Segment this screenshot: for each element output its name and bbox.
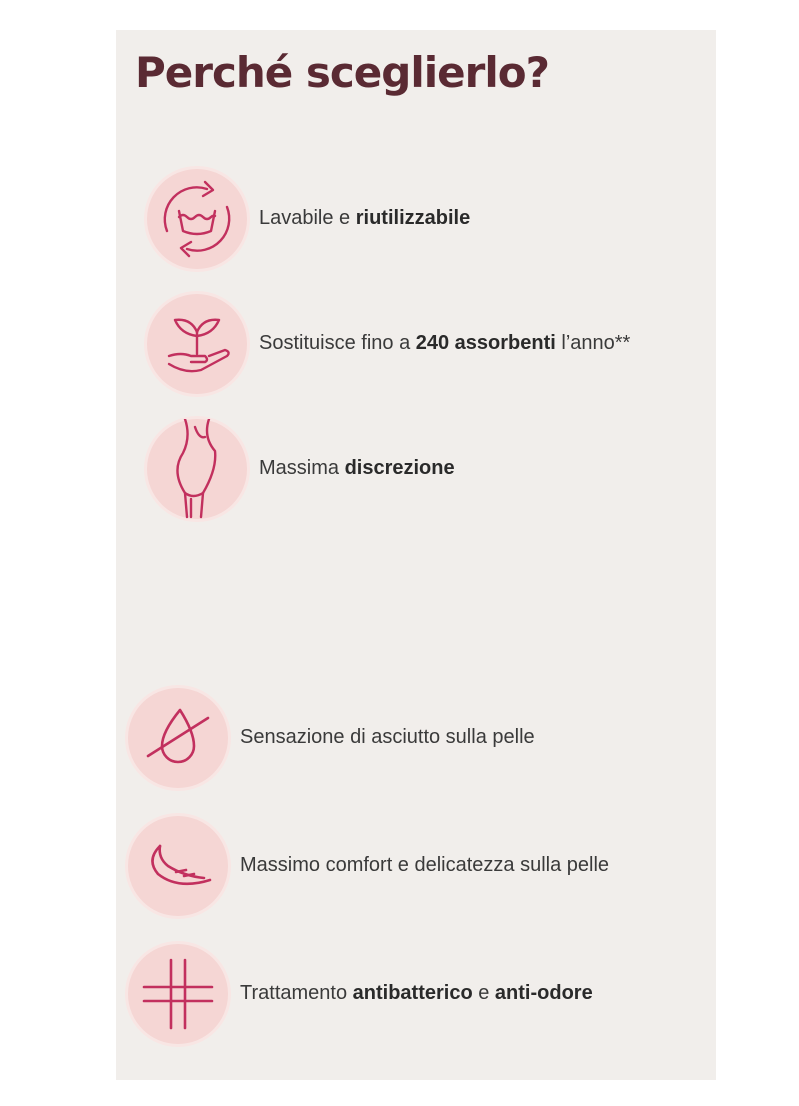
- washable-recycle-icon: [147, 169, 247, 269]
- feature-dry: [128, 688, 748, 788]
- feature-text: Sostituisce fino a 240 assorbenti l’anno**: [259, 332, 631, 354]
- feature-text: Massimo comfort e delicatezza sulla pelle: [240, 854, 610, 876]
- antibacterial-cross-icon: [128, 944, 228, 1044]
- plant-in-hand-icon: [147, 294, 247, 394]
- feature-comfort: [128, 816, 748, 916]
- feature-replaces: [147, 294, 767, 394]
- crossed-drop-icon: [128, 688, 228, 788]
- feature-text: Massima discrezione: [259, 457, 455, 479]
- feature-antibacterial: [128, 944, 748, 1044]
- page-title: Perché sceglierlo?: [135, 48, 549, 97]
- feature-discretion: [147, 419, 767, 519]
- feature-text: Trattamento antibatterico e anti-odore: [240, 982, 593, 1004]
- feature-icon: [128, 816, 228, 916]
- feature-text: Lavabile e riutilizzabile: [259, 207, 471, 229]
- feature-text: Sensazione di asciutto sulla pelle: [240, 726, 535, 748]
- body-silhouette-icon: [147, 419, 247, 519]
- feature-washable: [147, 169, 767, 269]
